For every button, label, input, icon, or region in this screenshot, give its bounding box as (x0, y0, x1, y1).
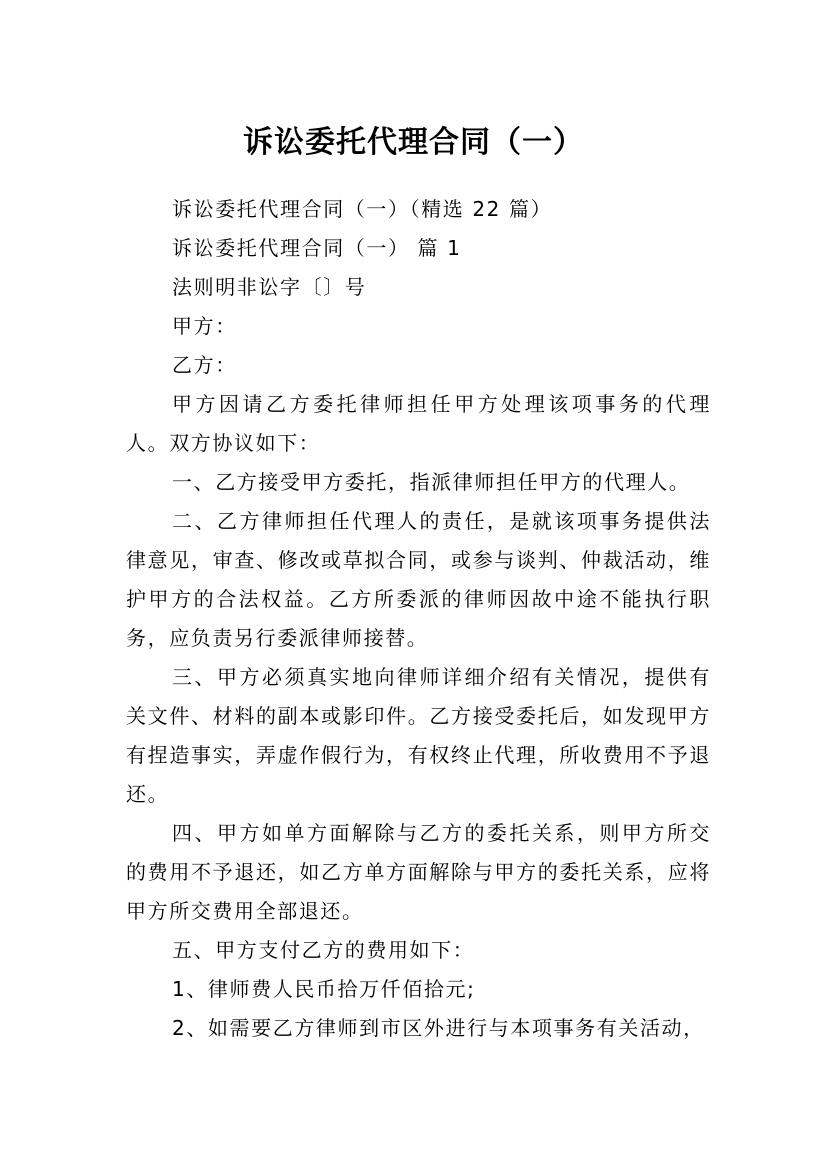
document-title: 诉讼委托代理合同（一） (243, 125, 584, 161)
fee-item-1-paragraph: 1、律师费人民币拾万仟佰拾元; (172, 977, 476, 1001)
document-number-line: 法则明非讼字〔〕号 (172, 275, 367, 299)
document-body (126, 190, 711, 1048)
clause-2-paragraph: 二、乙方律师担任代理人的责任，是就该项事务提供法律意见，审查、修改或草拟合同，或参与谈判、仲裁活动，维护甲方的合法权益。乙方所委派的律师因故中途不能执行职务，应负责另行委派律师接替。 (126, 509, 711, 650)
clause-4-paragraph: 四、甲方如单方面解除与乙方的委托关系，则甲方所交的费用不予退还，如乙方单方面解除与甲方的委托关系，应将甲方所交费用全部退还。 (126, 821, 711, 923)
party-a-line: 甲方： (172, 314, 237, 338)
intro-paragraph: 甲方因请乙方委托律师担任甲方处理该项事务的代理人。双方协议如下： (126, 392, 711, 455)
clause-1-paragraph: 一、乙方接受甲方委托，指派律师担任甲方的代理人。 (172, 470, 691, 494)
fee-item-2-paragraph: 2、如需要乙方律师到市区外进行与本项事务有关活动， (172, 1016, 705, 1040)
clause-5-paragraph: 五、甲方支付乙方的费用如下： (172, 938, 475, 962)
subtitle-line: 诉讼委托代理合同（一）（精选 22 篇） (172, 197, 553, 221)
section-heading: 诉讼委托代理合同（一） 篇 1 (172, 236, 462, 260)
party-b-line: 乙方： (172, 353, 237, 377)
clause-3-paragraph: 三、甲方必须真实地向律师详细介绍有关情况，提供有关文件、材料的副本或影印件。乙方接受委托后，如发现甲方有捏造事实，弄虚作假行为，有权终止代理，所收费用不予退还。 (126, 665, 711, 806)
